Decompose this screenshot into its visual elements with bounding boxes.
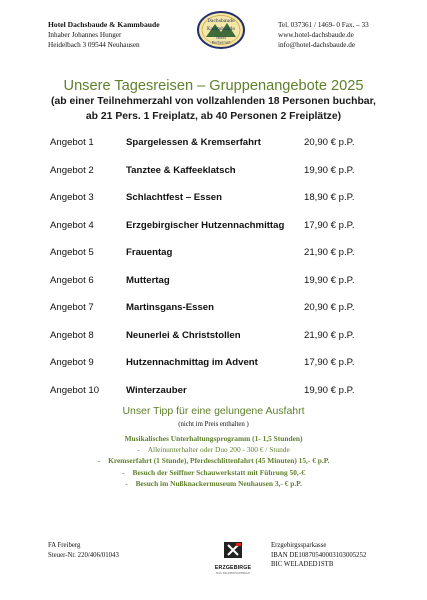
tipp-item <box>0 444 427 455</box>
offer-row-2 <box>50 165 390 193</box>
email-link[interactable]: info@hotel-dachsbaude.de <box>278 41 356 49</box>
bank-name: Erzgebirgssparkasse <box>271 542 327 549</box>
offer-name: Tanztee & Kaffeeklatsch <box>126 164 236 176</box>
offer-label: Angebot 1 <box>50 137 94 148</box>
offer-price: 19,90 € p.P. <box>304 164 355 176</box>
offer-name: Martinsgans-Essen <box>126 302 214 313</box>
offer-price: 21,90 € p.P. <box>304 247 355 258</box>
erzgebirge-tagline: DAS ERLEBNISGEBIRGE <box>215 571 251 575</box>
hotel-logo <box>196 10 246 50</box>
offer-price: 20,90 € p.P. <box>304 302 355 313</box>
offer-label: Angebot 10 <box>50 384 100 396</box>
tipp-note: (nicht im Preis enthalten ) <box>178 421 249 428</box>
offer-price: 21,90 € p.P. <box>304 329 355 341</box>
logo-line-2: Kammbaude <box>207 27 235 32</box>
tipp-item <box>0 433 427 444</box>
hotel-address <box>48 20 160 50</box>
offer-price: 17,90 € p.P. <box>304 219 355 231</box>
tipp-item <box>0 467 427 478</box>
tipp-item <box>0 455 427 466</box>
offer-label: Angebot 4 <box>50 219 94 231</box>
offer-name: Frauentag <box>126 247 173 258</box>
tax-office: FA Freiberg <box>48 542 81 549</box>
tipp-item-text: Musikalisches Unterhaltungsprogramm (1- 1,5 Stunden) <box>124 434 303 443</box>
offer-name: Hutzennachmittag im Advent <box>126 357 258 368</box>
tipp-title: Unser Tipp für eine gelungene Ausfahrt <box>122 405 305 417</box>
logo-line-3: Hotel <box>216 36 226 40</box>
subtitle-line-1: (ab einer Teilnehmerzahl von vollzahlenden 18 Personen buchbar, <box>51 96 376 107</box>
offer-price: 17,90 € p.P. <box>304 357 355 368</box>
offer-label: Angebot 8 <box>50 329 94 341</box>
dash-icon: - <box>137 445 140 455</box>
hotel-contact <box>278 20 369 50</box>
tipp-item <box>0 478 427 489</box>
offer-label: Angebot 6 <box>50 274 94 286</box>
offer-price: 19,90 € p.P. <box>304 384 355 396</box>
tax-info <box>48 541 119 560</box>
offer-label: Angebot 2 <box>50 164 94 176</box>
offer-label: Angebot 9 <box>50 357 94 368</box>
tipp-item-text: Alleinunterhalter oder Duo 200 - 300 € / Stunde <box>147 445 290 455</box>
offer-row-9 <box>50 357 390 385</box>
dash-icon: - <box>97 456 101 466</box>
phone-fax: Tel. 037361 / 1469- 0 Fax. – 33 <box>278 21 369 29</box>
subtitle-line-2: ab 21 Pers. 1 Freiplatz, ab 40 Personen 2 Freiplätze) <box>85 110 342 122</box>
iban: IBAN DE10870540003103005252 <box>271 551 367 559</box>
offer-row-5 <box>50 247 390 275</box>
owner-line: Inhaber Johannes Hunger <box>48 31 122 39</box>
offer-row-7 <box>50 302 390 330</box>
website-link[interactable]: www.hotel-dachsbaude.de <box>278 31 354 39</box>
offer-name: Spargelessen & Kremserfahrt <box>126 137 261 148</box>
logo-line-4: Restaurant <box>211 40 231 45</box>
offer-row-8 <box>50 330 390 358</box>
offer-row-6 <box>50 275 390 303</box>
street-line: Heidelbach 3 09544 Neuhausen <box>48 41 140 49</box>
bic: BIC WELADED1STB <box>271 561 334 568</box>
offer-price: 20,90 € p.P. <box>304 137 355 148</box>
tipp-item-text: Besuch der Seiffner Schauwerkstatt mit Führung 50,-€ <box>132 467 305 477</box>
page-title: Unsere Tagesreisen – Gruppenangebote 2025 <box>63 78 364 94</box>
logo-line-1: Dachsbaude <box>207 19 235 24</box>
offer-name: Schlachtfest – Essen <box>126 192 222 203</box>
tipp-list <box>0 433 427 489</box>
offer-list <box>50 137 390 412</box>
erzgebirge-logo <box>213 540 253 575</box>
offer-name: Erzgebirgischer Hutzennachmittag <box>126 219 285 231</box>
hotel-name: Hotel Dachsbaude & Kammbaude <box>48 20 160 29</box>
offer-price: 18,90 € p.P. <box>304 192 355 203</box>
tax-number: Steuer-Nr. 220/406/01043 <box>48 551 119 559</box>
offer-name: Winterzauber <box>126 384 187 396</box>
offer-price: 19,90 € p.P. <box>304 274 355 286</box>
offer-row-1 <box>50 137 390 165</box>
erzgebirge-wordmark: ERZGEBIRGE <box>214 565 252 571</box>
tipp-item-text: Besuch im Nußknackermuseum Neuhausen 3,- € p.P. <box>135 478 302 488</box>
tipp-item-text: Kremserfahrt (1 Stunde), Pferdeschlittenfahrt (45 Minuten) 15,- € p.P. <box>108 456 330 466</box>
offer-row-4 <box>50 220 390 248</box>
offer-name: Neunerlei & Christstollen <box>126 329 241 341</box>
offer-label: Angebot 7 <box>50 302 94 313</box>
offer-label: Angebot 5 <box>50 247 94 258</box>
hammer-pick-icon <box>222 540 244 560</box>
dash-icon: - <box>125 478 128 488</box>
offer-row-3 <box>50 192 390 220</box>
page-subtitle <box>0 95 427 124</box>
offer-name: Muttertag <box>126 274 170 286</box>
offer-label: Angebot 3 <box>50 192 94 203</box>
bank-info <box>271 541 366 570</box>
dash-icon: - <box>122 467 125 477</box>
